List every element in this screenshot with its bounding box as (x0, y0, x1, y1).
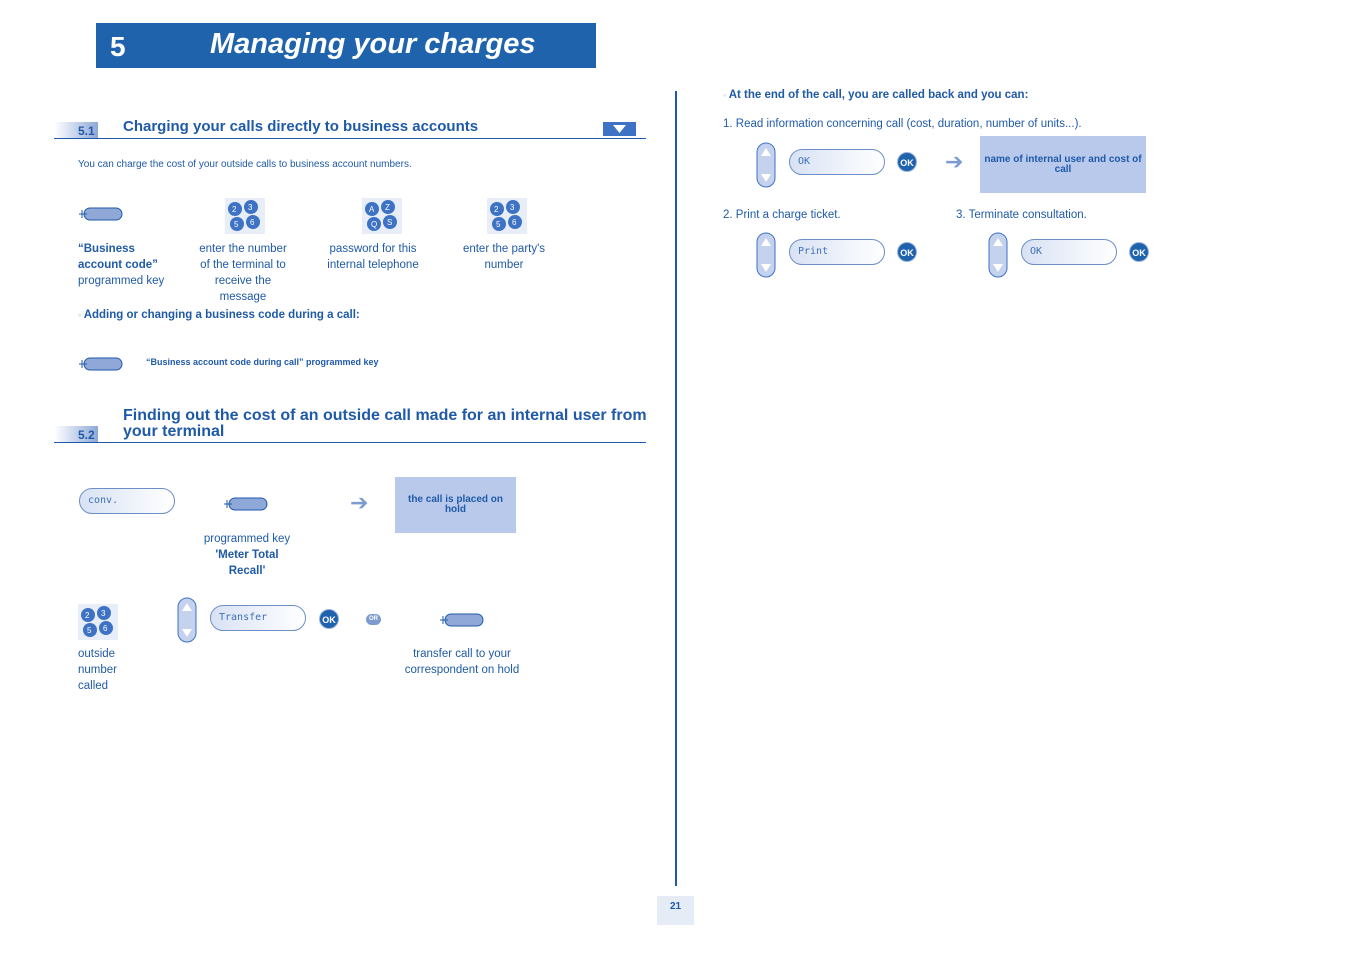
hold-status-box: the call is placed on hold (395, 477, 516, 533)
svg-text:3: 3 (101, 609, 106, 618)
section-number: 5.1 (78, 124, 95, 138)
programmed-key-icon (440, 613, 484, 627)
svg-text:3: 3 (510, 203, 515, 212)
key-caption: programmed key 'Meter Total Recall' (203, 533, 291, 577)
programmed-key-icon (224, 497, 268, 511)
bullet-icon: ◦ (78, 310, 84, 320)
svg-text:Z: Z (385, 203, 390, 212)
arrow-right-icon: ➔ (945, 149, 964, 174)
display-ok[interactable]: OK (1021, 239, 1117, 265)
svg-text:Q: Q (371, 220, 378, 229)
list-item: 1. Read information concerning call (cost, duration, number of units...). (723, 118, 1082, 130)
display-ok[interactable]: OK (789, 149, 885, 175)
svg-text:6: 6 (512, 218, 517, 227)
column-divider (675, 91, 677, 886)
keypad-icon (487, 198, 527, 234)
keypad-icon (78, 604, 118, 640)
section-title: Finding out the cost of an outside call made for an internal user from your terminal (123, 407, 647, 440)
key-caption: “Business account code during call” programmed key (146, 357, 379, 367)
step-caption: transfer call to your correspondent on hold (404, 648, 520, 676)
ok-button[interactable]: OK (897, 242, 917, 262)
programmed-key-icon (79, 357, 123, 371)
svg-text:6: 6 (103, 624, 108, 633)
navigator-icon (756, 142, 776, 186)
ok-button[interactable]: OK (319, 609, 339, 629)
svg-text:5: 5 (87, 626, 92, 635)
or-badge: OR (366, 614, 381, 625)
keypad-icon (225, 198, 265, 234)
chapter-title: Managing your charges (210, 28, 536, 60)
step-caption: password for this internal telephone (327, 243, 419, 271)
svg-text:2: 2 (85, 611, 90, 620)
page-number: 21 (657, 896, 694, 925)
section-number: 5.2 (78, 428, 95, 442)
svg-text:5: 5 (496, 220, 501, 229)
svg-text:2: 2 (494, 205, 499, 214)
section-number-tab (54, 122, 98, 138)
svg-text:3: 3 (248, 203, 253, 212)
list-item: 2. Print a charge ticket. (723, 209, 841, 221)
navigator-icon (988, 232, 1008, 276)
step-caption: “Business account code” programmed key (78, 243, 165, 287)
arrow-right-icon: ➔ (350, 490, 369, 515)
section-divider (54, 442, 646, 443)
section-intro: You can charge the cost of your outside calls to business account numbers. (78, 159, 412, 170)
alpha-keypad-icon (362, 198, 402, 234)
display-transfer[interactable]: Transfer (210, 605, 306, 631)
ok-button[interactable]: OK (1129, 242, 1149, 262)
ok-button[interactable]: OK (897, 152, 917, 172)
navigator-icon (177, 597, 197, 641)
step-caption: outside number called (78, 648, 117, 692)
scroll-down-icon[interactable] (603, 122, 636, 136)
svg-text:A: A (369, 205, 375, 214)
step-caption: enter the number of the terminal to receive the message (199, 243, 287, 303)
chapter-number: 5 (110, 31, 126, 62)
list-item: 3. Terminate consultation. (956, 209, 1087, 221)
display-print[interactable]: Print (789, 239, 885, 265)
subheading: ◦ At the end of the call, you are called back and you can: (723, 89, 1029, 101)
svg-text:5: 5 (234, 220, 239, 229)
svg-text:6: 6 (250, 218, 255, 227)
bullet-icon: ◦ (723, 90, 729, 100)
programmed-key-icon (79, 207, 123, 221)
svg-text:2: 2 (232, 205, 237, 214)
section-title: Charging your calls directly to business accounts (123, 118, 479, 135)
subheading: ◦ Adding or changing a business code during a call: (78, 309, 360, 321)
svg-text:S: S (387, 218, 393, 227)
navigator-icon (756, 232, 776, 276)
section-number-tab (54, 426, 98, 442)
section-divider (54, 138, 646, 139)
display-conv[interactable]: conv. (79, 488, 175, 514)
step-caption: enter the party's number (462, 243, 546, 271)
chapter-header (96, 23, 596, 68)
call-info-box: name of internal user and cost of call (980, 136, 1146, 193)
